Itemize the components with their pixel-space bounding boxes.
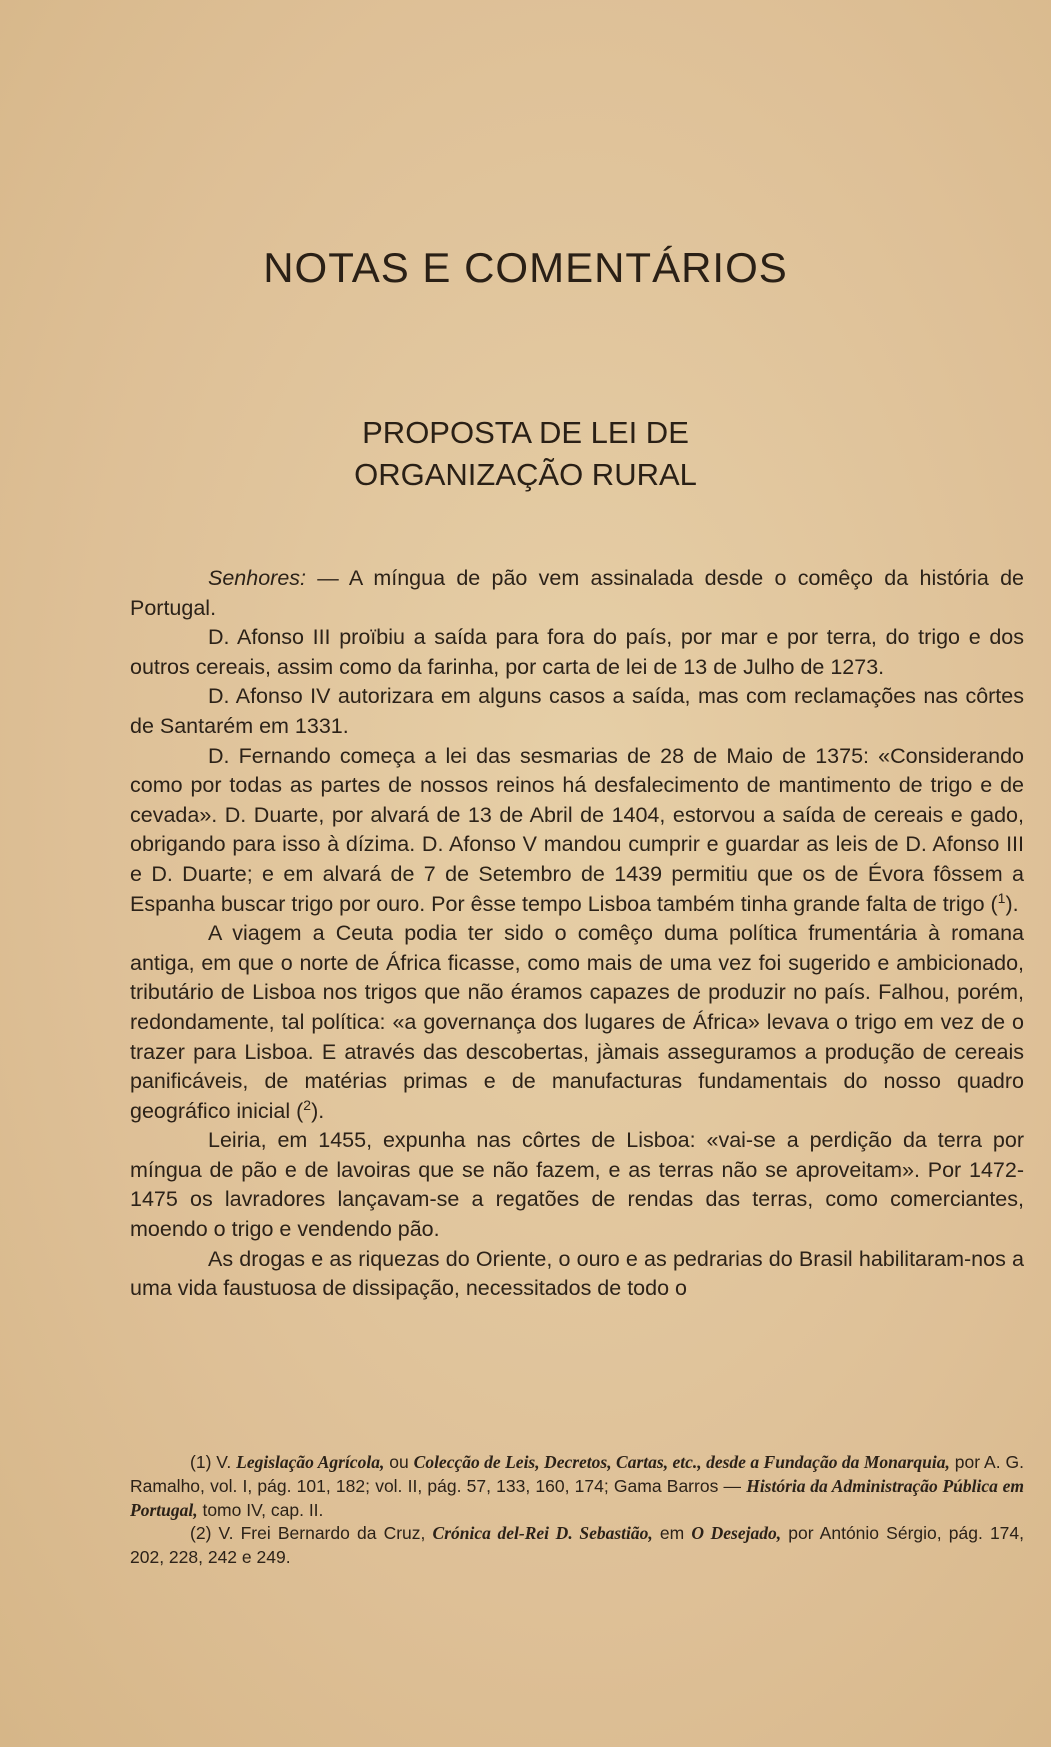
paragraph: As drogas e as riquezas do Oriente, o ouro e as pedrarias do Brasil habilitaram-nos a uma vida faustuosa de dissipação, necessitados de todo o bbox=[130, 1246, 1024, 1301]
footnote: (1) V. Legislação Agrícola, ou Colecção de Leis, Decretos, Cartas, etc., desde a Fundação da Monarquia, por A. G. Ramalho, vol. I, pág. 101, 182; vol. II, pág. 57, 133, 160, 174; Gama Barros — História da Administração Pública em Portugal, tomo IV, cap. II. bbox=[130, 1452, 1024, 1520]
salutation: Senhores: bbox=[208, 566, 307, 590]
paragraph: D. Afonso III proïbiu a saída para fora do país, por mar e por terra, do trigo e dos outros cereais, assim como da farinha, por carta de lei de 13 de Julho de 1273. bbox=[130, 625, 1024, 679]
body-text bbox=[130, 564, 1024, 1304]
paragraph: Senhores: — A míngua de pão vem assinalada desde o comêço da história de Portugal. bbox=[130, 566, 1024, 620]
footnote-ref: 1 bbox=[997, 889, 1006, 906]
article-title-line-1: PROPOSTA DE LEI DE bbox=[362, 415, 689, 450]
footnote-ref: 2 bbox=[303, 1096, 312, 1113]
footnote: (2) V. Frei Bernardo da Cruz, Crónica del-Rei D. Sebastião, em O Desejado, por António Sérgio, pág. 174, 202, 228, 242 e 249. bbox=[130, 1523, 1025, 1568]
article-title-line-2: ORGANIZAÇÃO RURAL bbox=[354, 457, 697, 492]
footnotes bbox=[130, 1451, 1024, 1570]
paragraph: Leiria, em 1455, expunha nas côrtes de Lisboa: «vai-se a perdição da terra por míngua de pão e de lavoiras que se não fazem, e as terras não se aproveitam». Por 1472-1475 os lavradores lançavam-se a regatões de rendas das terras, como comerciantes, moendo o trigo e vendendo pão. bbox=[130, 1128, 1024, 1242]
paragraph: D. Fernando começa a lei das sesmarias de 28 de Maio de 1375: «Considerando como por todas as partes de nossos reinos há desfalecimento de mantimento de trigo e de cevada». D. Duarte, por alvará de 13 de Abril de 1404, estorvou a saída de cereais e gado, obrigando para isso à dízima. D. Afonso V mandou cumprir e guardar as leis de D. Afonso III e D. Duarte; e em alvará de 7 de Setembro de 1439 permitiu que os de Évora fôssem a Espanha buscar trigo por ouro. Por êsse tempo Lisboa também tinha grande falta de trigo ($^1$). bbox=[130, 743, 1024, 916]
paragraph: D. Afonso IV autorizara em alguns casos a saída, mas com reclamações nas côrtes de Santarém em 1331. bbox=[130, 684, 1024, 738]
section-title: NOTAS E COMENTÁRIOS bbox=[263, 244, 788, 291]
paragraph: A viagem a Ceuta podia ter sido o comêço duma política frumentária à romana antiga, em que o norte de África ficasse, como mais de uma vez foi sugerido e ambicionado, tributário de Lisboa nos trigos que não éramos capazes de produzir no país. Falhou, porém, redondamente, tal política: «a governança dos lugares de África» levava o trigo em vez de o trazer para Lisboa. E através das descobertas, jàmais asseguramos a produção de cereais panificáveis, de matérias primas e de manufacturas fundamentais do nosso quadro geográfico inicial ($^2$). bbox=[130, 921, 1024, 1123]
article-title bbox=[0, 412, 1051, 496]
